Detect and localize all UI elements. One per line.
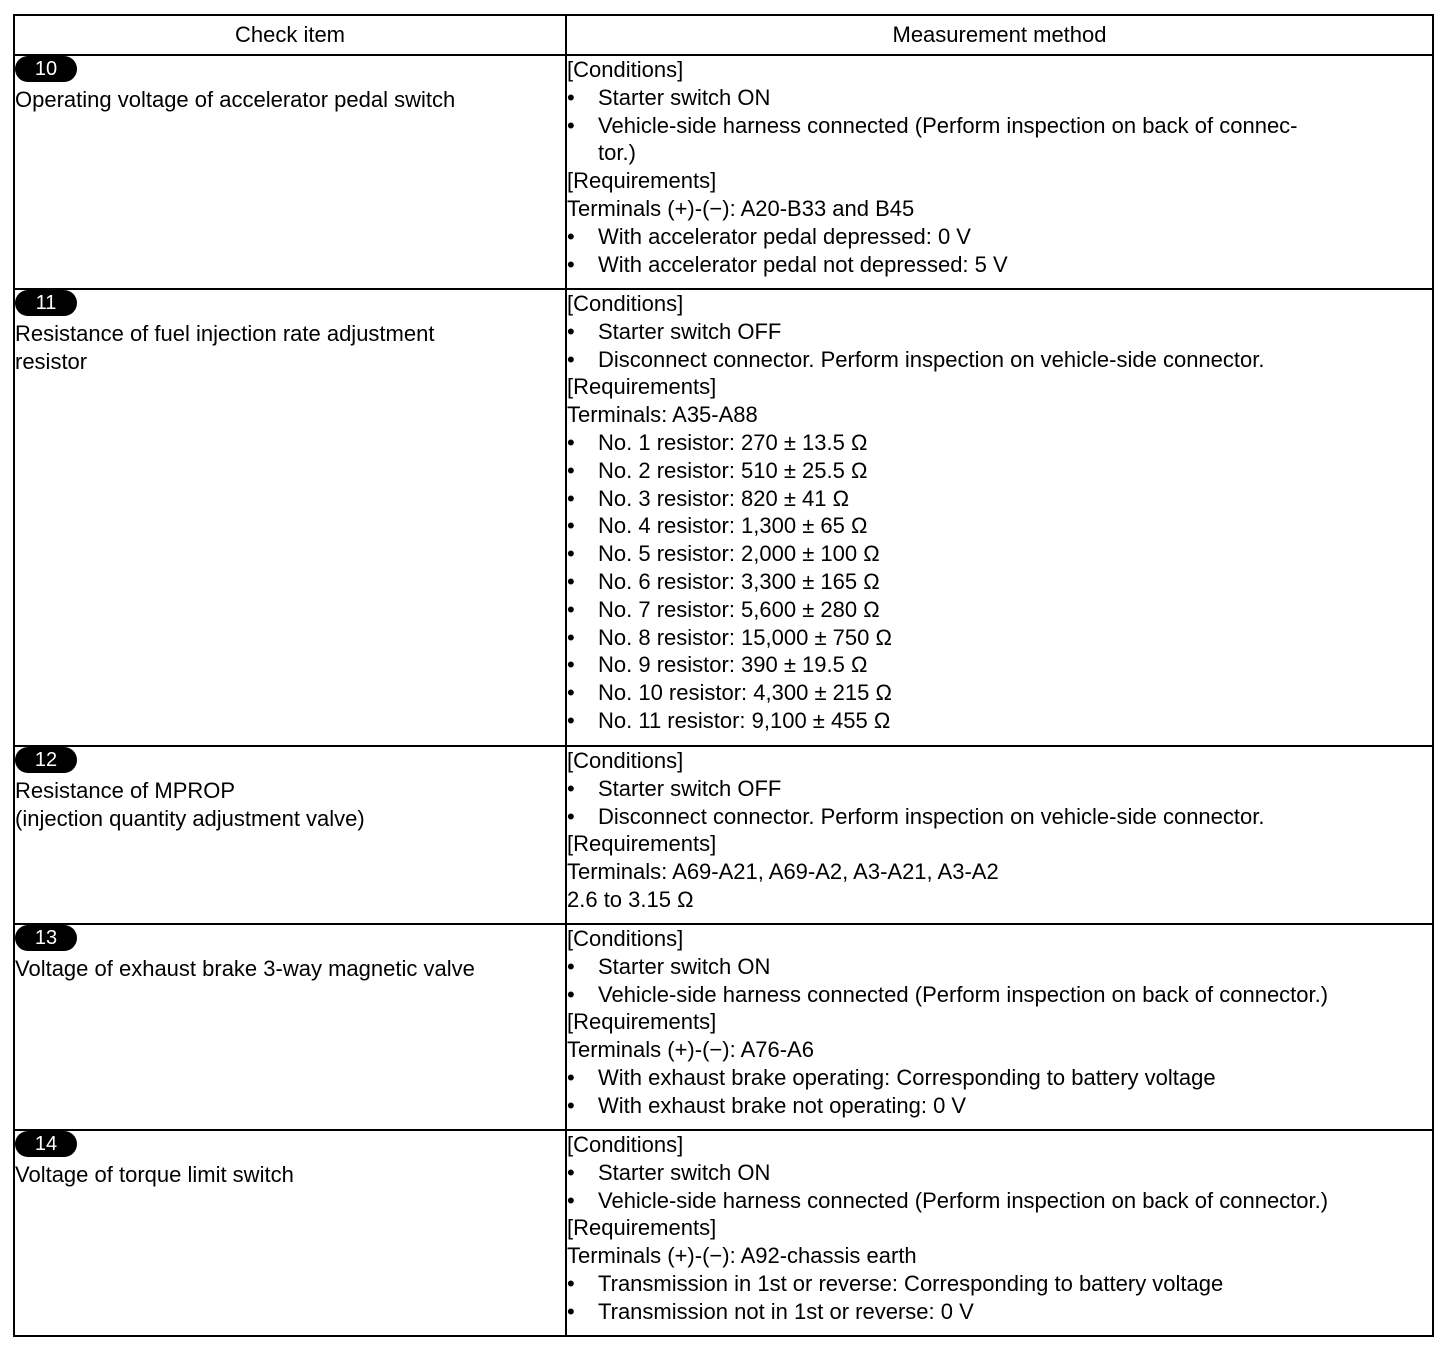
item-number-badge: 12 (15, 747, 77, 773)
condition-item: • Starter switch ON (567, 1159, 1432, 1187)
requirement-item: • With exhaust brake operating: Corresponding to battery voltage (567, 1064, 1432, 1092)
conditions-label: [Conditions] (567, 57, 684, 82)
item-name: Resistance of MPROP (15, 778, 236, 803)
table-row (14, 924, 1433, 1130)
requirement-item: • No. 7 resistor: 5,600 ± 280 Ω (567, 596, 1432, 624)
item-name: Operating voltage of accelerator pedal switch (15, 87, 456, 112)
bullet-icon (567, 1187, 598, 1215)
terminals-text: Terminals (+)-(−): A76-A6 (567, 1037, 814, 1063)
item-name: Resistance of fuel injection rate adjustment (15, 321, 435, 346)
bullet-icon (567, 568, 598, 596)
condition-item: • Vehicle-side harness connected (Perform inspection on back of connector.) (567, 1187, 1432, 1215)
requirement-item: • With accelerator pedal not depressed: 5 V (567, 251, 1432, 279)
item-number-badge: 13 (15, 925, 77, 951)
bullet-icon (567, 803, 598, 831)
table-row (14, 55, 1433, 289)
check-item-cell (14, 1130, 566, 1336)
bullet-icon (567, 318, 598, 346)
requirements-label: [Requirements] (567, 1215, 717, 1241)
item-number-badge: 11 (15, 290, 77, 316)
bullet-icon (567, 1270, 598, 1298)
measurement-cell (566, 1130, 1433, 1336)
conditions-label: [Conditions] (567, 926, 684, 951)
check-item-cell (14, 289, 566, 746)
condition-item-continued: tor.) (598, 140, 636, 166)
conditions-label: [Conditions] (567, 1132, 684, 1157)
requirement-item: • No. 10 resistor: 4,300 ± 215 Ω (567, 679, 1432, 707)
bullet-icon (567, 1159, 598, 1187)
requirement-item: • With accelerator pedal depressed: 0 V (567, 223, 1432, 251)
table-header-row (14, 15, 1433, 55)
bullet-icon (567, 981, 598, 1009)
table-row (14, 746, 1433, 924)
condition-item: • Starter switch ON (567, 84, 1432, 112)
terminals-text: Terminals: A35-A88 (567, 402, 758, 428)
condition-item: • Starter switch OFF (567, 775, 1432, 803)
requirement-item: • No. 9 resistor: 390 ± 19.5 Ω (567, 651, 1432, 679)
requirement-item: • With exhaust brake not operating: 0 V (567, 1092, 1432, 1120)
bullet-icon (567, 624, 598, 652)
item-name: (injection quantity adjustment valve) (15, 806, 365, 831)
bullet-icon (567, 679, 598, 707)
terminals-text: Terminals: A69-A21, A69-A2, A3-A21, A3-A2 (567, 859, 999, 885)
bullet-icon (567, 1092, 598, 1120)
conditions-label: [Conditions] (567, 291, 684, 316)
inspection-table (13, 14, 1434, 1337)
bullet-icon (567, 429, 598, 457)
table-row (14, 1130, 1433, 1336)
bullet-icon (567, 651, 598, 679)
requirement-item: • No. 2 resistor: 510 ± 25.5 Ω (567, 457, 1432, 485)
requirements-label: [Requirements] (567, 168, 717, 194)
requirements-label: [Requirements] (567, 374, 717, 400)
bullet-icon (567, 1064, 598, 1092)
terminals-text: Terminals (+)-(−): A20-B33 and B45 (567, 195, 915, 221)
bullet-icon (567, 596, 598, 624)
item-number-badge: 14 (15, 1131, 77, 1157)
requirement-item: • No. 4 resistor: 1,300 ± 65 Ω (567, 512, 1432, 540)
bullet-icon (567, 346, 598, 374)
requirements-label: [Requirements] (567, 1009, 717, 1035)
item-name: Voltage of exhaust brake 3-way magnetic valve (15, 956, 475, 981)
bullet-icon (567, 953, 598, 981)
bullet-icon (567, 223, 598, 251)
item-name: resistor (15, 349, 88, 374)
table-row (14, 289, 1433, 746)
requirement-item: • No. 6 resistor: 3,300 ± 165 Ω (567, 568, 1432, 596)
condition-item: • Vehicle-side harness connected (Perform inspection on back of connector.) (567, 981, 1432, 1009)
measurement-cell (566, 289, 1433, 746)
check-item-cell (14, 924, 566, 1130)
bullet-icon (567, 112, 598, 140)
bullet-icon (567, 251, 598, 279)
measurement-cell (566, 55, 1433, 289)
header-check-item: Check item (14, 15, 566, 55)
measurement-cell (566, 746, 1433, 924)
requirement-value: 2.6 to 3.15 Ω (567, 886, 694, 912)
bullet-icon (567, 512, 598, 540)
requirement-item: • No. 3 resistor: 820 ± 41 Ω (567, 485, 1432, 513)
measurement-cell (566, 924, 1433, 1130)
requirement-item: • Transmission in 1st or reverse: Corresponding to battery voltage (567, 1270, 1432, 1298)
header-measurement-method: Measurement method (566, 15, 1433, 55)
condition-item: • Vehicle-side harness connected (Perform inspection on back of connec- (567, 112, 1432, 140)
bullet-icon (567, 707, 598, 735)
condition-item: • Disconnect connector. Perform inspection on vehicle-side connector. (567, 803, 1432, 831)
item-name: Voltage of torque limit switch (15, 1162, 294, 1187)
check-item-cell (14, 746, 566, 924)
condition-item: • Starter switch ON (567, 953, 1432, 981)
requirement-item: • No. 5 resistor: 2,000 ± 100 Ω (567, 540, 1432, 568)
bullet-icon (567, 540, 598, 568)
item-number-badge: 10 (15, 56, 77, 82)
condition-item: • Disconnect connector. Perform inspection on vehicle-side connector. (567, 346, 1432, 374)
conditions-label: [Conditions] (567, 748, 684, 773)
bullet-icon (567, 775, 598, 803)
bullet-icon (567, 457, 598, 485)
bullet-icon (567, 1298, 598, 1326)
requirements-label: [Requirements] (567, 831, 717, 857)
check-item-cell (14, 55, 566, 289)
bullet-icon (567, 84, 598, 112)
requirement-item: • Transmission not in 1st or reverse: 0 V (567, 1298, 1432, 1326)
requirement-item: • No. 11 resistor: 9,100 ± 455 Ω (567, 707, 1432, 735)
bullet-icon (567, 485, 598, 513)
requirement-item: • No. 1 resistor: 270 ± 13.5 Ω (567, 429, 1432, 457)
condition-item: • Starter switch OFF (567, 318, 1432, 346)
requirement-item: • No. 8 resistor: 15,000 ± 750 Ω (567, 624, 1432, 652)
terminals-text: Terminals (+)-(−): A92-chassis earth (567, 1243, 917, 1269)
